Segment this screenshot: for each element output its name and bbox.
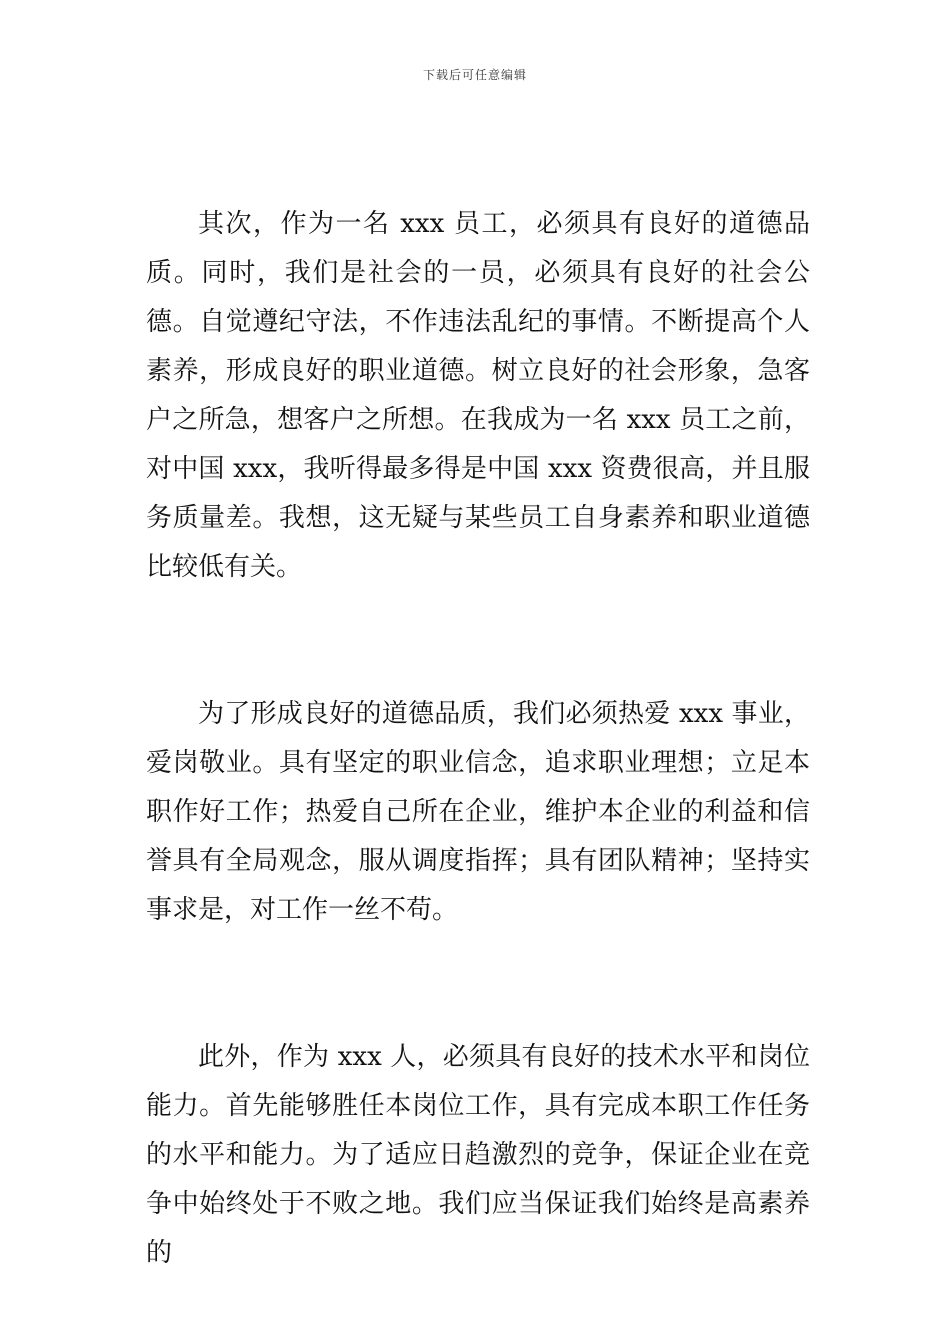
header-note: 下载后可任意编辑 [422,68,527,82]
paragraph-3: 此外，作为 xxx 人，必须具有良好的技术水平和岗位能力。首先能够胜任本岗位工作，具有完成本职工作任务的水平和能力。为了适应日趋激烈的竞争，保证企业在竞争中始终处于不败之地。我们应当保证我们始终是高素养的 [146,1042,810,1268]
document-body [146,200,810,1278]
paragraph-1: 其次，作为一名 xxx 员工，必须具有良好的道德品质。同时，我们是社会的一员，必须具有良好的社会公德。自觉遵纪守法，不作违法乱纪的事情。不断提高个人素养，形成良好的职业道德。树立良好的社会形象，急客户之所急，想客户之所想。在我成为一名 xxx 员工之前，对中国 xxx，我听得最多得是中国 xxx 资费很高，并且服务质量差。我想，这无疑与某些员工自身素养和职业道德比较低有关。 [146,209,810,582]
paragraph-2: 为了形成良好的道德品质，我们必须热爱 xxx 事业，爱岗敬业。具有坚定的职业信念，追求职业理想；立足本职作好工作；热爱自己所在企业，维护本企业的利益和信誉具有全局观念，服从调度指挥；具有团队精神；坚持实事求是，对工作一丝不苟。 [146,699,810,925]
